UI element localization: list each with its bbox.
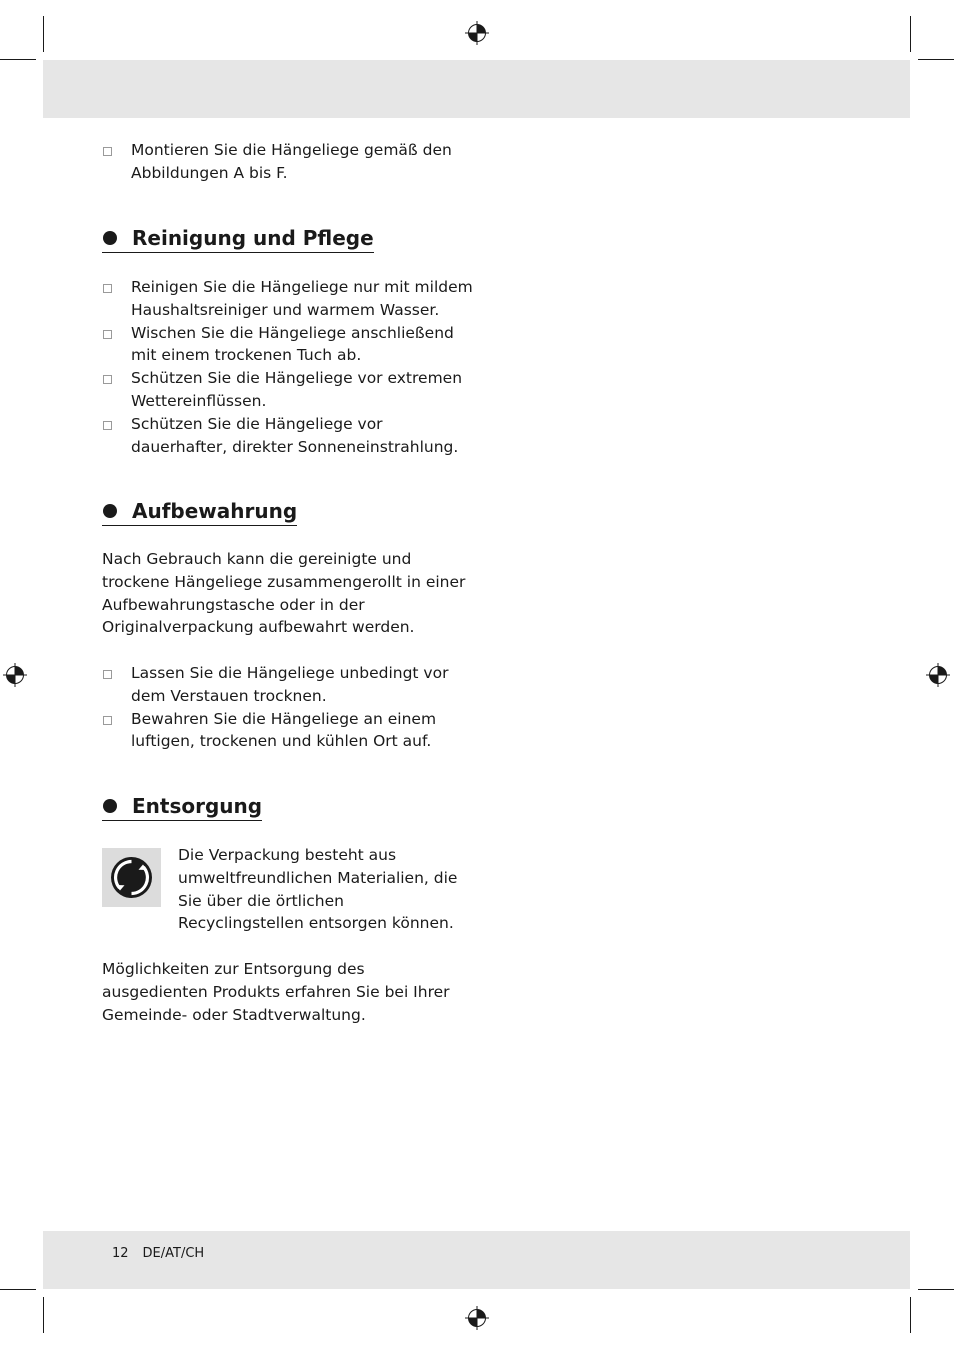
storage-paragraph-wrap <box>102 548 467 639</box>
disposal-section <box>102 794 474 821</box>
checkbox-bullet-icon <box>103 670 112 679</box>
cleaning-list <box>102 276 474 458</box>
storage-list-wrap <box>102 662 474 753</box>
crop-mark <box>918 59 954 60</box>
list-item: Wischen Sie die Hängeliege anschließend mit einem trockenen Tuch ab. <box>102 322 474 368</box>
crop-mark <box>0 59 36 60</box>
section-heading: Aufbewahrung <box>102 499 297 526</box>
header-band <box>43 60 910 118</box>
bullet-dot-icon <box>103 799 117 813</box>
section-heading: Reinigung und Pflege <box>102 226 374 253</box>
storage-list <box>102 662 474 753</box>
list-item: Reinigen Sie die Hängeliege nur mit mildem Haushaltsreiniger und warmem Wasser. <box>102 276 474 322</box>
cleaning-list-wrap <box>102 276 474 458</box>
checkbox-bullet-icon <box>103 421 112 430</box>
crop-mark <box>43 1297 44 1333</box>
registration-mark-icon <box>925 662 951 688</box>
disposal-paragraph-wrap <box>102 958 452 1026</box>
crop-mark <box>43 16 44 52</box>
crop-mark <box>0 1289 36 1290</box>
section-heading: Entsorgung <box>102 794 262 821</box>
registration-mark-icon <box>464 20 490 46</box>
storage-paragraph: Nach Gebrauch kann die gereinigte und trockene Hängeliege zusammengerollt in einer Aufbewahrungstasche oder in der Originalverpackung aufbewahrt werden. <box>102 550 466 637</box>
crop-mark <box>910 1297 911 1333</box>
list-item: Schützen Sie die Hängeliege vor dauerhafter, direkter Sonneneinstrahlung. <box>102 413 474 459</box>
page-footer <box>112 1246 204 1261</box>
disposal-icon-text: Die Verpackung besteht aus umweltfreundlichen Materialien, die Sie über die örtlichen Recyclingstellen entsorgen können. <box>178 846 458 933</box>
registration-mark-icon <box>2 662 28 688</box>
list-item: Lassen Sie die Hängeliege unbedingt vor dem Verstauen trocknen. <box>102 662 474 708</box>
registration-mark-icon <box>464 1305 490 1331</box>
bullet-dot-icon <box>103 231 117 245</box>
checkbox-bullet-icon <box>103 375 112 384</box>
recycling-green-dot-icon <box>102 848 161 907</box>
bullet-dot-icon <box>103 504 117 518</box>
list-item: Bewahren Sie die Hängeliege an einem luftigen, trockenen und kühlen Ort auf. <box>102 708 474 754</box>
intro-list <box>102 139 474 185</box>
list-item: Schützen Sie die Hängeliege vor extremen Wettereinflüssen. <box>102 367 474 413</box>
crop-mark <box>910 16 911 52</box>
page-number: 12 <box>112 1246 129 1261</box>
checkbox-bullet-icon <box>103 284 112 293</box>
disposal-icon-text-wrap <box>178 844 468 935</box>
checkbox-bullet-icon <box>103 330 112 339</box>
intro-section <box>102 139 474 185</box>
list-item: Montieren Sie die Hängeliege gemäß den Abbildungen A bis F. <box>102 139 474 185</box>
checkbox-bullet-icon <box>103 147 112 156</box>
disposal-paragraph: Möglichkeiten zur Entsorgung des ausgedienten Produkts erfahren Sie bei Ihrer Gemeinde- oder Stadtverwaltung. <box>102 960 450 1024</box>
cleaning-section <box>102 226 474 253</box>
locale-label: DE/AT/CH <box>142 1246 205 1261</box>
checkbox-bullet-icon <box>103 716 112 725</box>
crop-mark <box>918 1289 954 1290</box>
storage-section <box>102 499 474 526</box>
